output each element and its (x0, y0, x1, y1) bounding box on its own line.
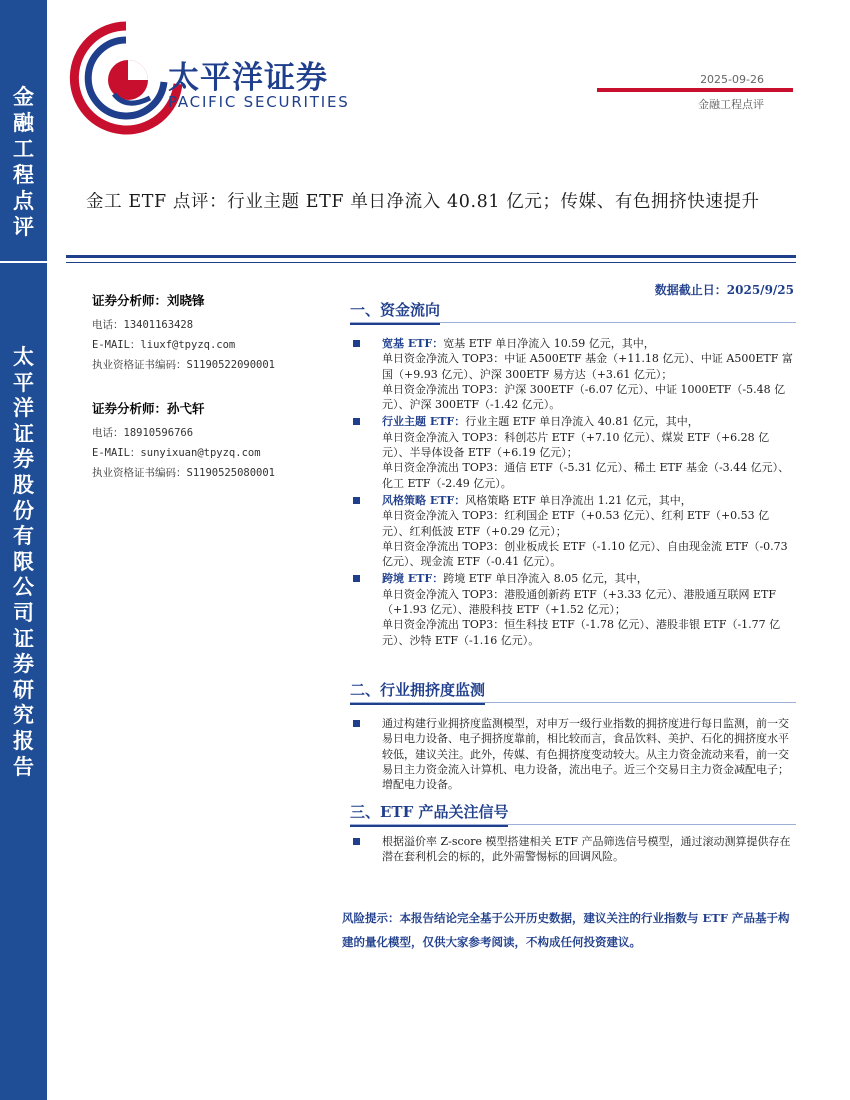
left-sidebar (0, 0, 47, 1100)
list-item (350, 716, 796, 792)
crowding-text: 通过构建行业拥挤度监测模型，对申万一级行业指数的拥挤度进行每日监测，前一交易日电力设备、电子拥挤度靠前，相比较而言，食品饮料、美护、石化的拥挤度水平较低，建议关注。此外，传媒、有色拥挤度变动较大。从主力资金流动来看，前一交易日主力资金流入计算机、电力设备，流出电子。近三个交易日主力资金减配电子；增配电力设备。 (382, 717, 789, 792)
analyst-name: 证券分析师：刘晓锋 (92, 293, 205, 308)
sidebar-divider (0, 261, 47, 263)
logo-chinese-name: 太平洋证券 (168, 60, 328, 96)
crowding-paragraph (350, 716, 796, 792)
flow-category-label: 风格策略 ETF： (382, 493, 466, 507)
flow-category-label: 行业主题 ETF： (382, 415, 466, 429)
flow-outflow-top3: 单日资金净流出 TOP3：沪深 300ETF（-6.07 亿元）、中证 1000ETF（-5.48 亿元）、沪深 300ETF（-1.42 亿元）。 (382, 382, 786, 412)
analyst-email[interactable]: E-MAIL：sunyixuan@tpyzq.com (92, 447, 261, 459)
analyst-email[interactable]: E-MAIL：liuxf@tpyzq.com (92, 339, 236, 351)
flow-category-label: 宽基 ETF： (382, 337, 444, 350)
signal-paragraph (350, 834, 796, 865)
bullet-square-icon (353, 838, 360, 845)
flow-outflow-top3: 单日资金净流出 TOP3：通信 ETF（-5.31 亿元）、稀土 ETF 基金（-3.44 亿元）、化工 ETF（-2.49 亿元）。 (382, 461, 790, 490)
list-item (350, 571, 796, 586)
report-type: 金融工程点评 (698, 98, 764, 111)
bullet-square-icon (353, 575, 360, 582)
logo-english-name: PACIFIC SECURITIES (168, 93, 350, 111)
bullet-square-icon (353, 418, 360, 425)
bullet-square-icon (353, 497, 360, 504)
report-date: 2025-09-26 (700, 73, 764, 86)
flow-inflow-top3: 单日资金净流入 TOP3：中证 A500ETF 基金（+11.18 亿元）、中证 A500ETF 富国（+9.93 亿元）、沪深 300ETF 易方达（+3.61 亿元）； (382, 352, 793, 381)
data-cutoff-date: 数据截止日：2025/9/25 (654, 283, 794, 297)
list-item (350, 336, 796, 351)
flow-category-label: 跨境 ETF： (382, 572, 444, 586)
company-logo (66, 18, 356, 140)
analyst-card (92, 399, 342, 483)
title-divider (66, 255, 796, 263)
section-rule (350, 322, 796, 323)
list-item (350, 834, 796, 865)
section-heading-crowding: 二、行业拥挤度监测 (350, 679, 485, 705)
flow-summary: 宽基 ETF 单日净流入 10.59 亿元，其中， (443, 337, 655, 350)
analyst-phone: 电话：13401163428 (92, 319, 194, 331)
bullet-square-icon (353, 340, 360, 347)
bullet-square-icon (353, 720, 360, 727)
analyst-card (92, 291, 342, 375)
fund-flow-list (350, 336, 796, 648)
section-heading-fund-flow: 一、资金流向 (350, 299, 440, 325)
analyst-name: 证券分析师：孙弋轩 (92, 401, 205, 416)
list-item (350, 493, 796, 508)
risk-warning: 风险提示：本报告结论完全基于公开历史数据，建议关注的行业指数与 ETF 产品基于构建的量化模型，仅供大家参考阅读，不构成任何投资建议。 (342, 911, 790, 949)
sidebar-category-label: 金 融 工 程 点 评 (13, 84, 34, 239)
flow-outflow-top3: 单日资金净流出 TOP3：创业板成长 ETF（-1.10 亿元）、自由现金流 ETF（-0.73 亿元）、现金流 ETF（-0.41 亿元）。 (382, 539, 788, 569)
section-rule (350, 824, 796, 825)
flow-summary: 跨境 ETF 单日净流入 8.05 亿元，其中， (443, 572, 648, 586)
signal-text: 根据溢价率 Z-score 模型搭建相关 ETF 产品筛选信号模型，通过滚动测算提供存在潜在套利机会的标的，此外需警惕标的回调风险。 (382, 835, 791, 864)
analyst-license: 执业资格证书编码：S1190522090001 (92, 359, 276, 371)
analyst-phone: 电话：18910596766 (92, 427, 194, 439)
flow-summary: 行业主题 ETF 单日净流入 40.81 亿元，其中， (465, 415, 699, 429)
flow-outflow-top3: 单日资金净流出 TOP3：恒生科技 ETF（-1.78 亿元）、港股非银 ETF（-1.77 亿元）、沙特 ETF（-1.16 亿元）。 (382, 618, 781, 647)
header-accent-line (597, 88, 793, 92)
flow-inflow-top3: 单日资金净流入 TOP3：港股通创新药 ETF（+3.33 亿元）、港股通互联网 ETF（+1.93 亿元）、港股科技 ETF（+1.52 亿元）； (382, 587, 776, 617)
sidebar-company-label: 太 平 洋 证 券 股 份 有 限 公 司 证 券 研 究 报 告 (13, 344, 34, 779)
flow-inflow-top3: 单日资金净流入 TOP3：红利国企 ETF（+0.53 亿元）、红利 ETF（+0.53 亿元）、红利低波 ETF（+0.29 亿元）； (382, 509, 770, 538)
section-heading-etf-signal: 三、ETF 产品关注信号 (350, 801, 508, 827)
list-item (350, 414, 796, 429)
flow-summary: 风格策略 ETF 单日净流出 1.21 亿元，其中， (465, 493, 692, 507)
flow-inflow-top3: 单日资金净流入 TOP3：科创芯片 ETF（+7.10 亿元）、煤炭 ETF（+6.28 亿元）、半导体设备 ETF（+6.19 亿元）； (382, 430, 770, 460)
analyst-license: 执业资格证书编码：S1190525080001 (92, 467, 276, 479)
section-rule (350, 702, 796, 703)
report-title: 金工 ETF 点评：行业主题 ETF 单日净流入 40.81 亿元；传媒、有色拥挤快速提升 (86, 192, 760, 212)
